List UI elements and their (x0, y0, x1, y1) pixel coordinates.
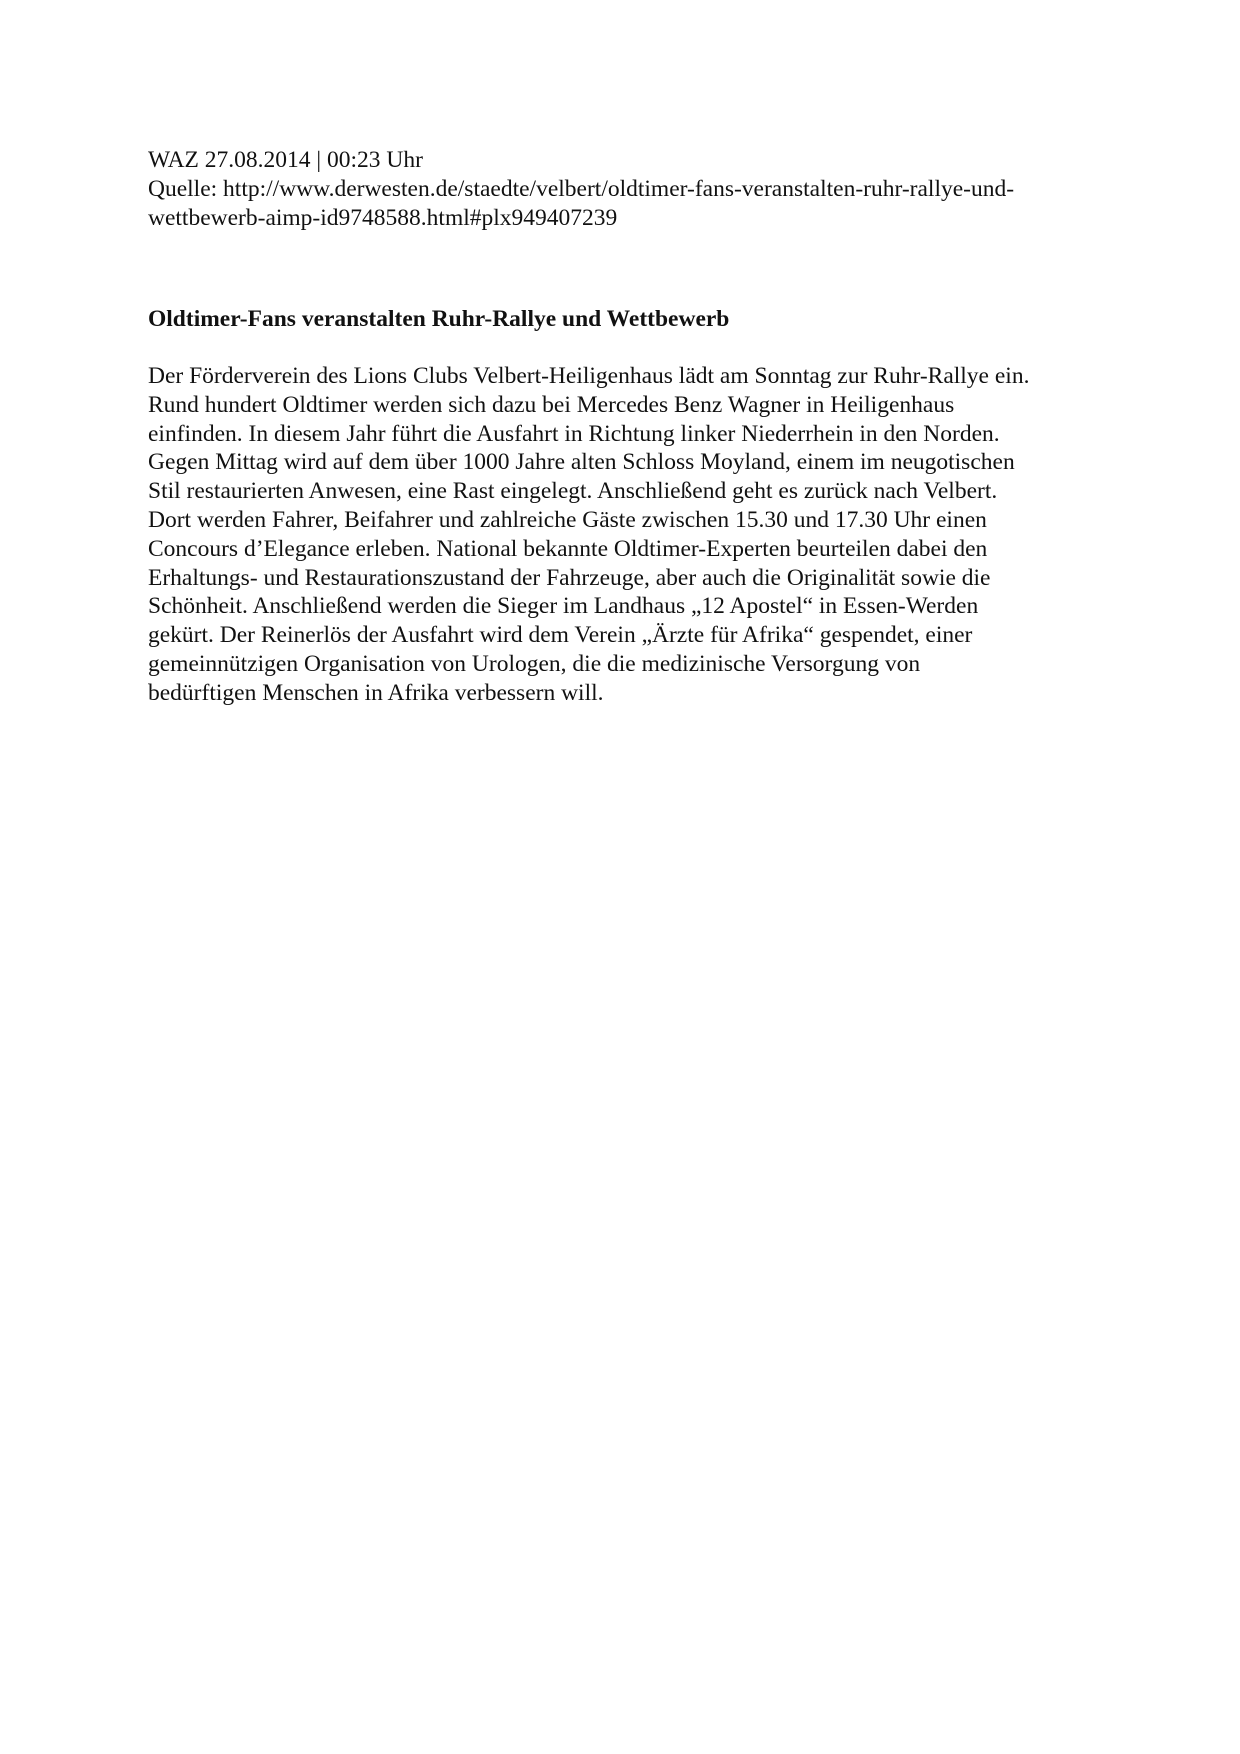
body-line: Dort werden Fahrer, Beifahrer und zahlreiche Gäste zwischen 15.30 und 17.30 Uhr einen (148, 506, 987, 533)
source-line: Quelle: http://www.derwesten.de/staedte/velbert/oldtimer-fans-veranstalten-ruhr-rallye-und- (148, 176, 1015, 202)
body-line: Gegen Mittag wird auf dem über 1000 Jahre alten Schloss Moyland, einem im neugotischen (148, 449, 1015, 476)
body-line: bedürftigen Menschen in Afrika verbessern will. (148, 679, 604, 706)
body-line: Erhaltungs- und Restaurationszustand der Fahrzeuge, aber auch die Originalität sowie die (148, 564, 991, 591)
body-line: Concours d’Elegance erleben. National bekannte Oldtimer-Experten beurteilen dabei den (148, 535, 988, 562)
body-line: Der Förderverein des Lions Clubs Velbert-Heiligenhaus lädt am Sonntag zur Ruhr-Rallye ein. (148, 363, 1030, 389)
article-title: Oldtimer-Fans veranstalten Ruhr-Rallye und Wettbewerb (148, 306, 730, 332)
document-page (148, 146, 1092, 708)
body-line: Rund hundert Oldtimer werden sich dazu bei Mercedes Benz Wagner in Heiligenhaus (148, 391, 955, 418)
body-line: gekürt. Der Reinerlös der Ausfahrt wird dem Verein „Ärzte für Afrika“ gespendet, einer (148, 622, 973, 649)
article-body (148, 362, 1092, 708)
body-line: Schönheit. Anschließend werden die Sieger im Landhaus „12 Apostel“ in Essen-Werden (148, 593, 979, 620)
body-line: gemeinnützigen Organisation von Urologen, die die medizinische Versorgung von (148, 650, 921, 677)
source-line-continued: wettbewerb-aimp-id9748588.html#plx949407239 (148, 205, 618, 231)
dateline: WAZ 27.08.2014 | 00:23 Uhr (148, 147, 423, 173)
body-line: Stil restaurierten Anwesen, eine Rast eingelegt. Anschließend geht es zurück nach Velbert. (148, 478, 998, 505)
body-line: einfinden. In diesem Jahr führt die Ausfahrt in Richtung linker Niederrhein in den Norden. (148, 420, 1000, 447)
